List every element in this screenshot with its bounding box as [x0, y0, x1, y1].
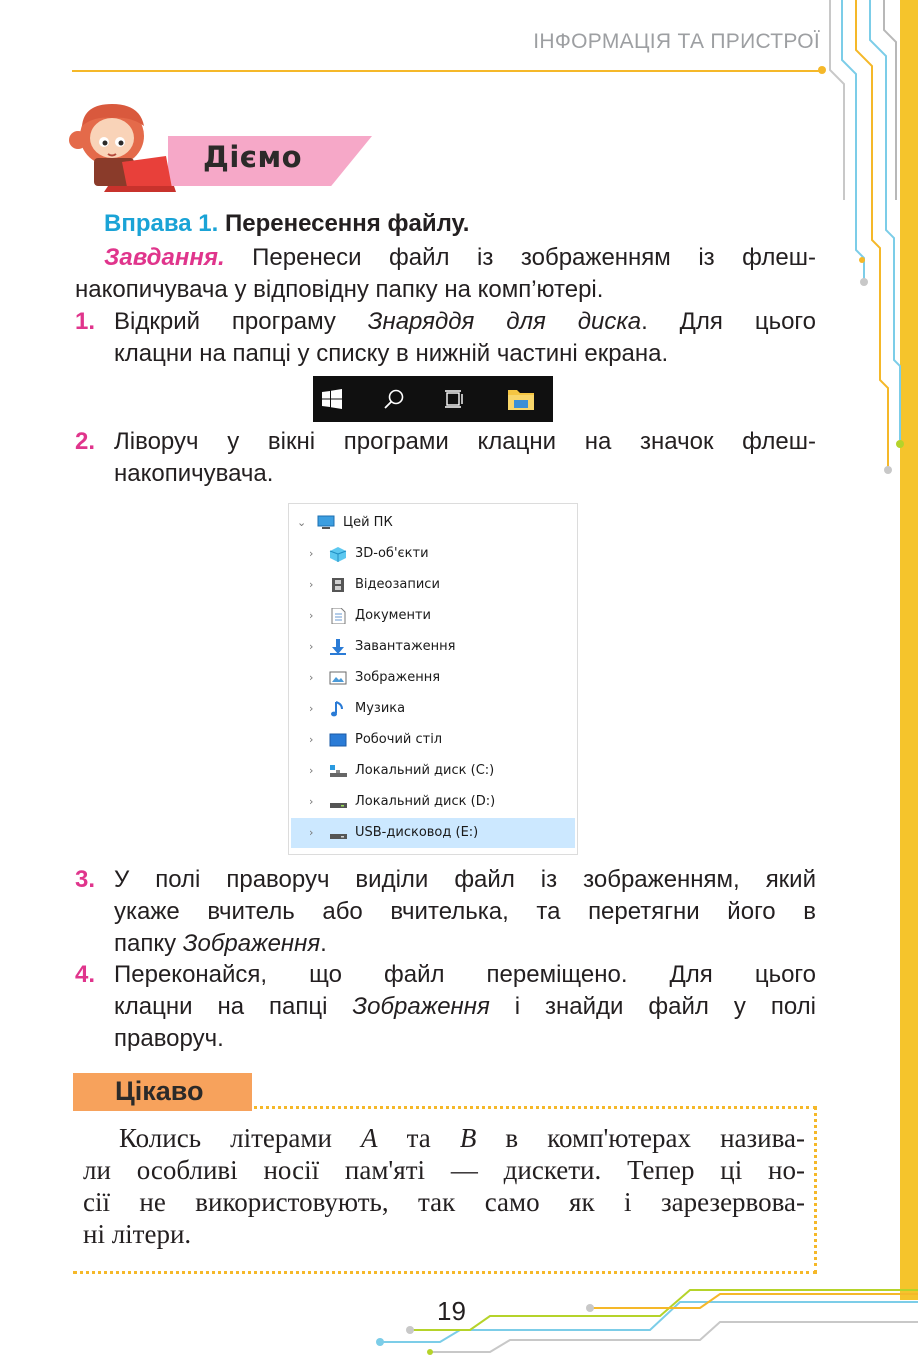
tree-item-label: Музика [355, 701, 406, 716]
step-4 [75, 959, 816, 1055]
step-text: У полі праворуч виділи файл із зображенням, який [114, 866, 816, 893]
chevron-right-icon[interactable]: › [309, 578, 314, 591]
step-text-part: Відкрий програму [114, 308, 368, 335]
tree-item-label: Цей ПК [343, 515, 393, 530]
folder-name: Зображення [182, 930, 321, 957]
section-title: Діємо [203, 140, 303, 174]
step-2 [75, 426, 816, 490]
fact-text-part: Колись літерами [119, 1123, 361, 1153]
tree-item-label: Локальний диск (D:) [355, 794, 496, 809]
tree-item-label: Зображення [355, 670, 441, 685]
tree-item[interactable] [289, 539, 577, 569]
fact-line [83, 1122, 805, 1154]
step-text: укаже вчитель або вчителька, та перетягни його в [114, 898, 816, 925]
tree-item[interactable] [289, 632, 577, 662]
task-description-line2: накопичувача у відповідну папку на комп’ютері. [75, 276, 604, 303]
usb-drive-icon [329, 825, 347, 841]
explorer-navigation-pane [288, 503, 578, 855]
system-drive-icon [329, 763, 347, 779]
downloads-icon [329, 639, 347, 655]
step-number: 1. [75, 308, 96, 335]
tree-item-label: Робочий стіл [355, 732, 443, 747]
step-text-part: . Для цього [641, 308, 816, 335]
step-text [114, 991, 816, 1023]
program-name: Знаряддя для диска [367, 308, 642, 335]
task-text: Перенеси файл із зображенням із флеш- [224, 244, 816, 271]
tree-item-label: Відеозаписи [355, 577, 440, 592]
documents-icon [329, 608, 347, 624]
chevron-right-icon[interactable]: › [309, 795, 314, 808]
desktop-icon [329, 732, 347, 748]
letter-a: A [361, 1123, 378, 1153]
tree-item-selected[interactable] [291, 818, 575, 848]
tree-item-label: Завантаження [355, 639, 456, 654]
step-text [114, 306, 816, 338]
pictures-icon [329, 670, 347, 686]
videos-icon [329, 577, 347, 593]
girl-with-laptop-illustration [64, 96, 184, 196]
tree-item[interactable] [289, 601, 577, 631]
fact-line: сії не використовують, так само як і зарезервова- [83, 1187, 805, 1217]
chevron-right-icon[interactable]: › [309, 764, 314, 777]
folder-name: Зображення [352, 993, 490, 1020]
3d-objects-icon [329, 546, 347, 562]
drive-icon [329, 794, 347, 810]
step-text [114, 928, 816, 960]
file-explorer-folder-icon[interactable] [506, 386, 536, 412]
tree-item[interactable] [289, 663, 577, 693]
tree-item[interactable] [289, 756, 577, 786]
chevron-right-icon[interactable]: › [309, 609, 314, 622]
step-text-part: і знайди файл у полі [489, 993, 816, 1020]
tree-item[interactable] [289, 725, 577, 755]
chevron-right-icon[interactable]: › [309, 671, 314, 684]
chevron-right-icon[interactable]: › [309, 702, 314, 715]
chapter-header: ІНФОРМАЦІЯ ТА ПРИСТРОЇ [533, 30, 820, 53]
exercise-number: Вправа 1. [104, 210, 219, 237]
header-divider [72, 70, 822, 72]
step-text: накопичувача. [114, 460, 274, 487]
task-view-icon[interactable] [443, 388, 465, 410]
windows-taskbar [313, 376, 553, 422]
search-icon[interactable] [383, 388, 405, 410]
tree-item-this-pc[interactable] [289, 508, 577, 538]
chevron-right-icon[interactable]: › [309, 826, 314, 839]
step-text-part: . [320, 930, 327, 957]
windows-start-icon[interactable] [322, 389, 342, 409]
letter-b: B [459, 1123, 477, 1153]
task-label: Завдання. [104, 244, 225, 271]
step-1 [75, 306, 816, 370]
step-3 [75, 864, 816, 960]
exercise-title: Перенесення файлу. [218, 210, 470, 237]
page-number: 19 [437, 1296, 466, 1326]
tree-item-label: Документи [355, 608, 431, 623]
exercise-heading [104, 208, 469, 240]
computer-icon [317, 515, 335, 531]
tree-item-label: 3D-об'єкти [355, 546, 429, 561]
fact-line: ні літери. [83, 1219, 192, 1249]
fact-line: ли особливі носії пам'яті — дискети. Тепер ці но- [83, 1155, 805, 1185]
step-number: 3. [75, 866, 96, 893]
step-text: праворуч. [114, 1025, 224, 1052]
tree-item[interactable] [289, 694, 577, 724]
step-number: 4. [75, 961, 96, 988]
tree-item[interactable] [289, 570, 577, 600]
fact-text-part: та [377, 1123, 460, 1153]
task-description-line1 [104, 242, 816, 274]
tree-item-label: Локальний диск (C:) [355, 763, 495, 778]
music-icon [329, 701, 347, 717]
step-text: Переконайся, що файл переміщено. Для цього [114, 961, 816, 988]
tree-item[interactable] [289, 787, 577, 817]
interesting-text [83, 1122, 805, 1250]
interesting-title: Цікаво [115, 1076, 204, 1106]
chevron-right-icon[interactable]: › [309, 640, 314, 653]
step-number: 2. [75, 428, 96, 455]
step-text-part: клацни на папці [114, 993, 353, 1020]
fact-text-part: в комп'ютерах назива- [476, 1123, 805, 1153]
chevron-right-icon[interactable]: › [309, 733, 314, 746]
step-text-part: папку [114, 930, 183, 957]
step-text: клацни на папці у списку в нижній частині екрана. [114, 340, 669, 367]
chevron-down-icon[interactable]: ⌄ [297, 516, 307, 529]
chevron-right-icon[interactable]: › [309, 547, 314, 560]
tree-item-label: USB-дисковод (E:) [355, 825, 479, 840]
step-text: Ліворуч у вікні програми клацни на значок флеш- [114, 428, 816, 455]
